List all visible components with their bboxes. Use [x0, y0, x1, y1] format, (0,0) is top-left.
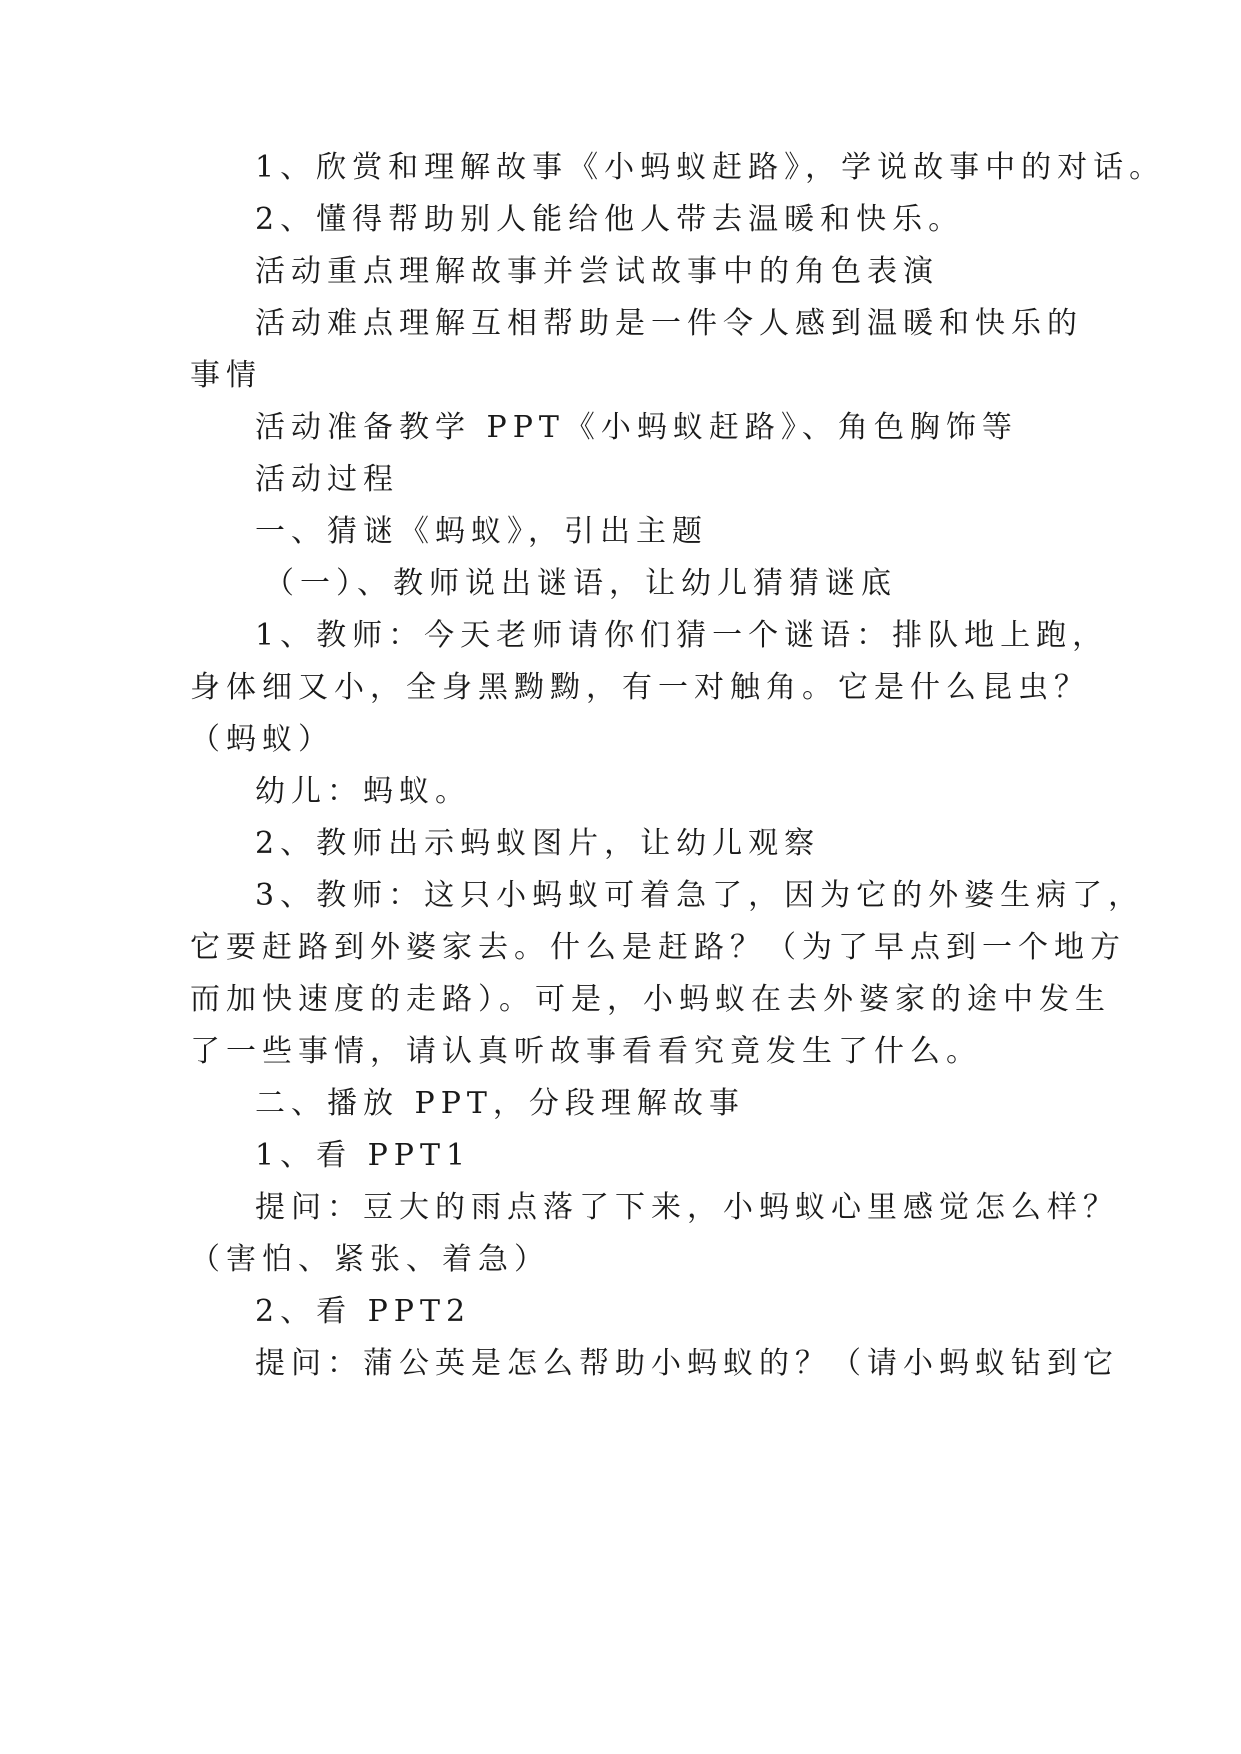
- section-1-heading: 一、猜谜《蚂蚁》，引出主题: [255, 514, 708, 549]
- objective-1: 1、欣赏和理解故事《小蚂蚁赶路》，学说故事中的对话。: [255, 150, 1166, 185]
- paragraph-teacher-story-cont-1: 它要赶路到外婆家去。什么是赶路？（为了早点到一个地方: [190, 930, 1126, 965]
- paragraph-teacher-story-cont-2: 而加快速度的走路）。可是，小蚂蚁在去外婆家的途中发生: [190, 982, 1111, 1017]
- paragraph-show-picture: 2、教师出示蚂蚁图片，让幼儿观察: [255, 826, 821, 861]
- step-ppt2: 2、看 PPT2: [255, 1294, 472, 1329]
- activity-focus: 活动重点理解故事并尝试故事中的角色表演: [255, 254, 939, 289]
- activity-difficulty-cont: 事情: [190, 358, 262, 393]
- paragraph-riddle-cont: 身体细又小，全身黑黝黝，有一对触角。它是什么昆虫？: [190, 670, 1090, 705]
- activity-difficulty: 活动难点理解互相帮助是一件令人感到温暖和快乐的: [255, 306, 1083, 341]
- subsection-1-heading: （一）、教师说出谜语，让幼儿猜猜谜底: [264, 566, 897, 601]
- activity-preparation: 活动准备教学 PPT《小蚂蚁赶路》、角色胸饰等: [255, 410, 1018, 445]
- paragraph-teacher-story-cont-3: 了一些事情，请认真听故事看看究竟发生了什么。: [190, 1034, 982, 1069]
- step-ppt1: 1、看 PPT1: [255, 1138, 472, 1173]
- paragraph-teacher-story: 3、教师：这只小蚂蚁可着急了，因为它的外婆生病了，: [255, 878, 1145, 913]
- question-ppt1-answer: （害怕、紧张、着急）: [190, 1242, 550, 1277]
- process-heading: 活动过程: [255, 462, 399, 497]
- paragraph-riddle: 1、教师：今天老师请你们猜一个谜语：排队地上跑，: [255, 618, 1109, 653]
- paragraph-child-answer: 幼儿：蚂蚁。: [255, 774, 471, 809]
- paragraph-riddle-answer: （蚂蚁）: [190, 722, 334, 757]
- question-ppt1: 提问：豆大的雨点落了下来，小蚂蚁心里感觉怎么样？: [255, 1190, 1119, 1225]
- question-ppt2: 提问：蒲公英是怎么帮助小蚂蚁的？（请小蚂蚁钻到它: [255, 1346, 1119, 1381]
- objective-2: 2、懂得帮助别人能给他人带去温暖和快乐。: [255, 202, 965, 237]
- section-2-heading: 二、播放 PPT，分段理解故事: [255, 1086, 745, 1121]
